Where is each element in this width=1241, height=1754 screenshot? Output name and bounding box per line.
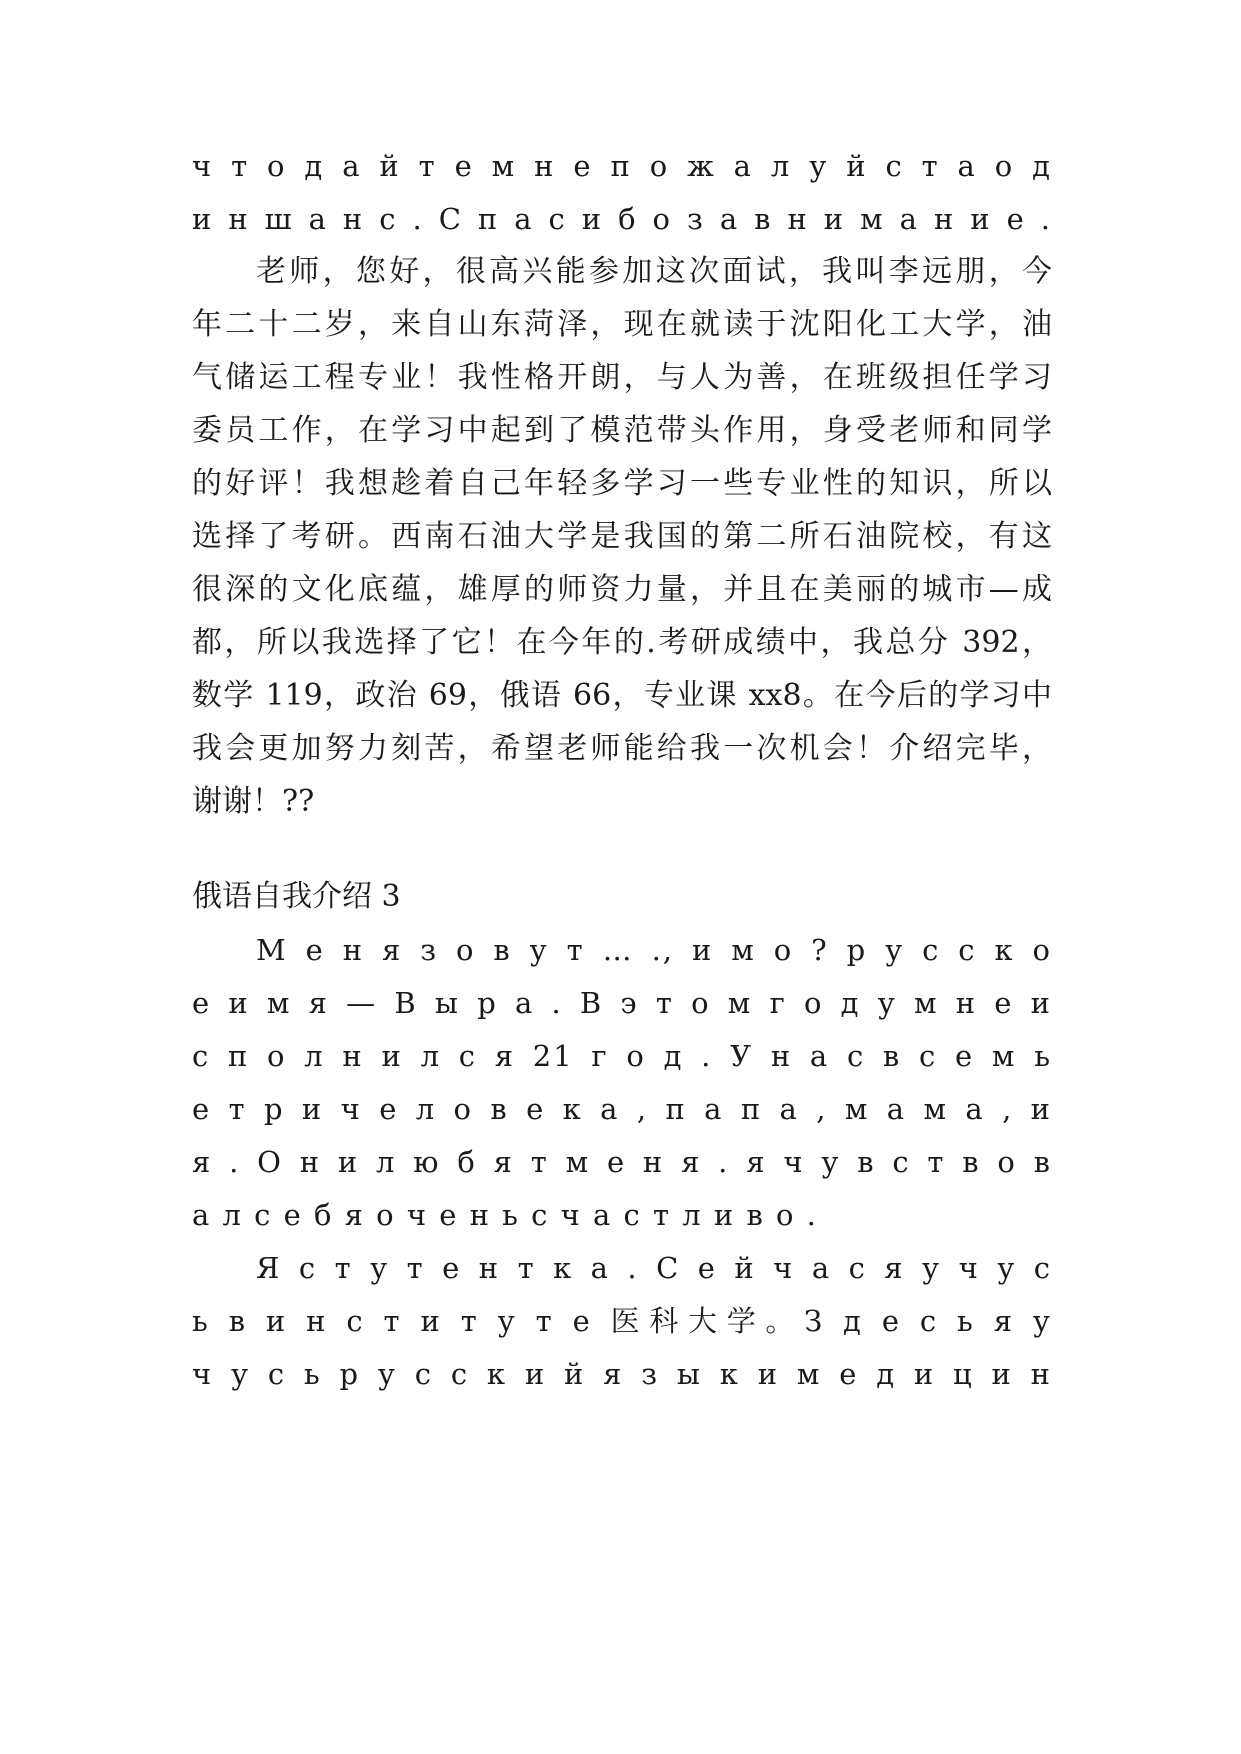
- russian-text: и н ш а н с . С п а с и б о з а в н и м а н и е .: [192, 202, 1052, 236]
- paragraph-first-line: [256, 921, 1052, 979]
- chinese-text: 老师，您好，很高兴能参加这次面试，我叫李远朋，今: [256, 254, 1052, 289]
- text-line: [192, 508, 1052, 566]
- russian-text: а л с е б я о ч е н ь с ч а с т л и в о .: [192, 1198, 818, 1232]
- chinese-text: 我会更加努力刻苦，希望老师能给我一次机会！介绍完毕，: [192, 731, 1052, 766]
- text-line: [192, 1345, 1052, 1403]
- text-line: [192, 349, 1052, 407]
- chinese-text: 都，所以我选择了它！在今年的.考研成绩中，我总分 392，: [192, 625, 1052, 660]
- paragraph-first-line: [256, 243, 1052, 301]
- russian-text: М е н я з о в у т … ., и м о ? р у с с к о: [256, 933, 1052, 967]
- text-line: [192, 455, 1052, 513]
- text-line: [192, 667, 1052, 725]
- section-heading: 俄语自我介绍 3: [192, 879, 401, 914]
- chinese-text: 气储运工程专业！我性格开朗，与人为善，在班级担任学习: [192, 360, 1052, 395]
- text-line: [192, 561, 1052, 619]
- text-line: [192, 1080, 1052, 1138]
- chinese-text: 年二十二岁，来自山东菏泽，现在就读于沈阳化工大学，油: [192, 307, 1052, 342]
- russian-text: е и м я — В ы р а . В э т о м г о д у м н е и: [192, 986, 1052, 1020]
- text-line: [192, 773, 1052, 831]
- text-line: [192, 402, 1052, 460]
- text-line: [192, 974, 1052, 1032]
- paragraph-first-line: [256, 1239, 1052, 1297]
- text-line: [192, 1186, 1052, 1244]
- russian-text: е т р и ч е л о в е к а , п а п а , м а м а , и: [192, 1092, 1052, 1126]
- russian-text: ч т о д а й т е м н е п о ж а л у й с т а о д: [192, 149, 1052, 183]
- text-line: [192, 720, 1052, 778]
- chinese-text: 委员工作，在学习中起到了模范带头作用，身受老师和同学: [192, 413, 1052, 448]
- russian-text: Я с т у т е н т к а . С е й ч а с я у ч у с: [256, 1251, 1052, 1285]
- text-line: [192, 1133, 1052, 1191]
- text-line: [192, 614, 1052, 672]
- text-line: [192, 190, 1052, 248]
- text-line: [192, 296, 1052, 354]
- chinese-text: 的好评！我想趁着自己年轻多学习一些专业性的知识，所以: [192, 466, 1052, 501]
- chinese-text: 很深的文化底蕴，雄厚的师资力量，并且在美丽的城市—成: [192, 572, 1052, 607]
- russian-text: с п о л н и л с я 21 г о д . У н а с в с е м ь: [192, 1039, 1052, 1073]
- chinese-text: 数学 119，政治 69，俄语 66，专业课 xx8。在今后的学习中: [192, 678, 1052, 713]
- russian-text: ч у с ь р у с с к и й я з ы к и м е д и ц и н: [192, 1357, 1052, 1391]
- russian-text: я . О н и л ю б я т м е н я . я ч у в с т в о в: [192, 1145, 1052, 1179]
- chinese-text: 选择了考研。西南石油大学是我国的第二所石油院校，有这: [192, 519, 1052, 554]
- text-line: [192, 1292, 1052, 1350]
- text-line: [192, 137, 1052, 195]
- chinese-text: 谢谢！??: [192, 784, 315, 819]
- russian-text: ь в и н с т и т у т е 医科大学。З д е с ь я у: [192, 1304, 1052, 1338]
- text-line: [192, 1027, 1052, 1085]
